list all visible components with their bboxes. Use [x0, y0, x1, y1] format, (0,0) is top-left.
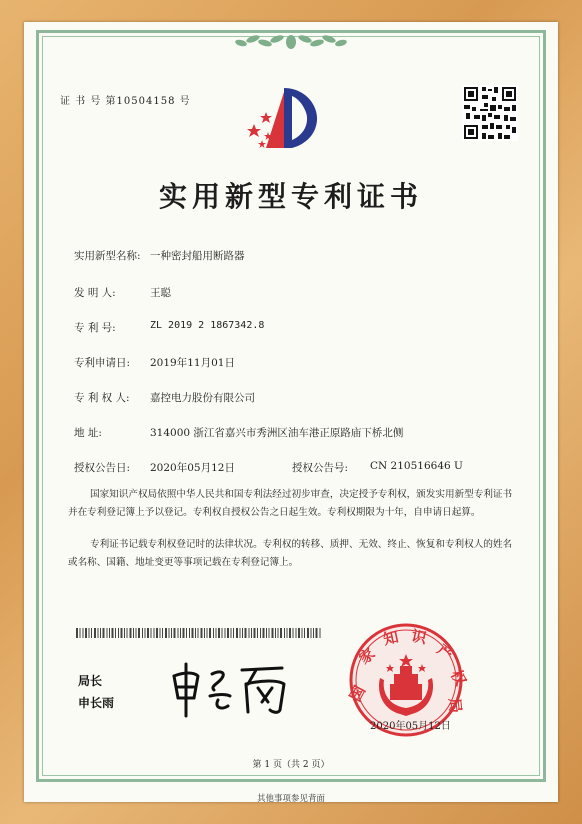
grant-date-label: 授权公告日: — [74, 462, 131, 474]
inventor-label: 发 明 人: — [74, 287, 116, 299]
cnipa-logo-icon — [244, 82, 328, 156]
patent-no-value: ZL 2019 2 1867342.8 — [150, 320, 265, 331]
svg-text:家: 家 — [355, 644, 379, 668]
director-title: 局长 — [78, 674, 103, 688]
certificate-title: 实用新型专利证书 — [158, 180, 423, 213]
certificate-paragraph-1: 国家知识产权局依照中华人民共和国专利法经过初步审查，决定授予专利权，颁发实用新型专利证书并在专利登记簿上予以登记。专利权自授权公告之日起生效。专利权期限为十年，自申请日起算。 — [68, 489, 513, 518]
svg-text:识: 识 — [409, 626, 429, 648]
svg-text:国: 国 — [346, 682, 370, 705]
page-indicator: 第 1 页（共 2 页） — [252, 760, 330, 770]
laurel-ornament-icon — [231, 30, 351, 54]
patent-no-label: 专 利 号: — [74, 322, 116, 334]
filing-date-value: 2019年11月01日 — [150, 357, 235, 369]
bottom-note: 其他事项参见背面 — [256, 794, 325, 804]
address-label: 地 址: — [74, 427, 102, 439]
filing-date-label: 专利申请日: — [74, 357, 131, 369]
patentee-value: 嘉控电力股份有限公司 — [150, 392, 255, 404]
svg-text:权: 权 — [446, 666, 470, 689]
svg-text:局: 局 — [445, 697, 465, 714]
svg-text:知: 知 — [381, 627, 401, 649]
utility-model-name-label: 实用新型名称: — [74, 250, 141, 262]
address-value: 314000 浙江省嘉兴市秀洲区油车港正原路庙下桥北侧 — [150, 427, 404, 439]
certificate-number: 证 书 号 第10504158 号 — [60, 96, 191, 107]
grant-no-value: CN 210516646 U — [370, 460, 463, 472]
qr-code-icon — [462, 85, 518, 141]
inventor-value: 王聪 — [150, 287, 171, 299]
utility-model-name: 一种密封船用断路器 — [150, 250, 245, 262]
grant-date-value: 2020年05月12日 — [150, 462, 235, 474]
svg-text:产: 产 — [433, 640, 457, 664]
handwritten-signature-icon — [168, 656, 308, 722]
certificate-paragraph-2: 专利证书记载专利权登记时的法律状况。专利权的转移、质押、无效、终止、恢复和专利权人的姓名或名称、国籍、地址变更等事项记载在专利登记簿上。 — [68, 539, 513, 568]
seal-date: 2020年05月12日 — [370, 721, 451, 732]
patentee-label: 专 利 权 人: — [74, 392, 130, 404]
director-name: 申长雨 — [78, 696, 115, 710]
barcode-icon — [76, 628, 324, 638]
grant-no-label: 授权公告号: — [292, 462, 349, 474]
